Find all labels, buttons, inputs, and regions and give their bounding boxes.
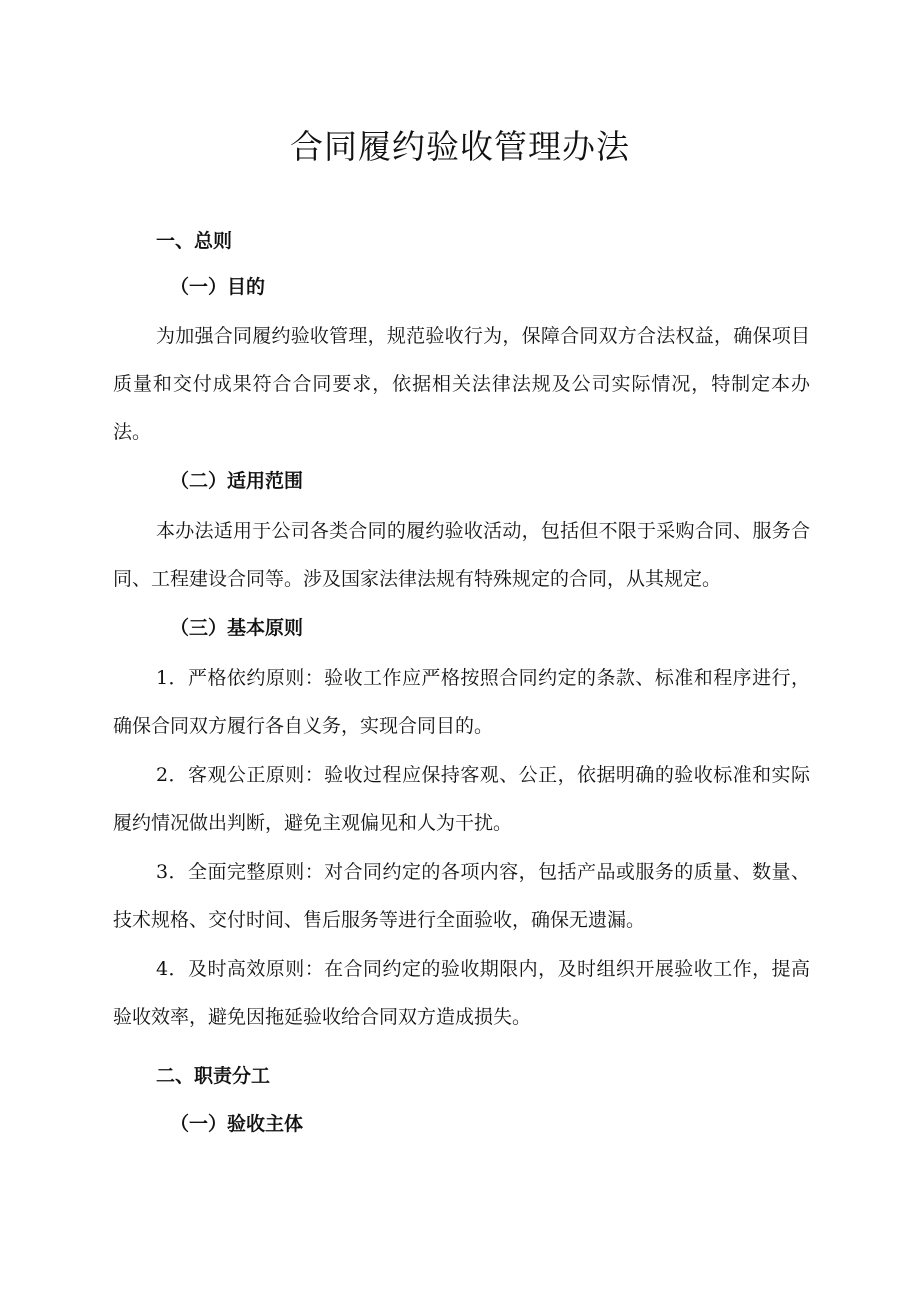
paragraph-purpose: 为加强合同履约验收管理，规范验收行为，保障合同双方合法权益，确保项目质量和交付成果符合合同要求，依据相关法律法规及公司实际情况，特制定本办法。: [113, 325, 810, 443]
subsection-heading-scope: （二）适用范围: [170, 470, 304, 492]
principle-item-4: 4．及时高效原则：在合同约定的验收期限内，及时组织开展验收工作，提高验收效率，避免因拖延验收给合同双方造成损失。: [113, 958, 810, 1028]
section-heading-general: 一、总则: [156, 230, 233, 252]
principle-item-2: 2．客观公正原则：验收过程应保持客观、公正，依据明确的验收标准和实际履约情况做出判断，避免主观偏见和人为干扰。: [113, 764, 810, 834]
document-title: 合同履约验收管理办法: [290, 127, 630, 166]
subsection-heading-purpose: （一）目的: [170, 276, 266, 298]
principle-item-1: 1．严格依约原则：验收工作应严格按照合同约定的条款、标准和程序进行，确保合同双方履行各自义务，实现合同目的。: [113, 667, 810, 737]
paragraph-scope: 本办法适用于公司各类合同的履约验收活动，包括但不限于采购合同、服务合同、工程建设合同等。涉及国家法律法规有特殊规定的合同，从其规定。: [113, 520, 810, 590]
principle-item-3: 3．全面完整原则：对合同约定的各项内容，包括产品或服务的质量、数量、技术规格、交付时间、售后服务等进行全面验收，确保无遗漏。: [113, 861, 810, 931]
subsection-heading-principles: （三）基本原则: [170, 617, 304, 639]
section-heading-responsibilities: 二、职责分工: [156, 1065, 271, 1087]
subsection-heading-subject: （一）验收主体: [170, 1113, 304, 1135]
